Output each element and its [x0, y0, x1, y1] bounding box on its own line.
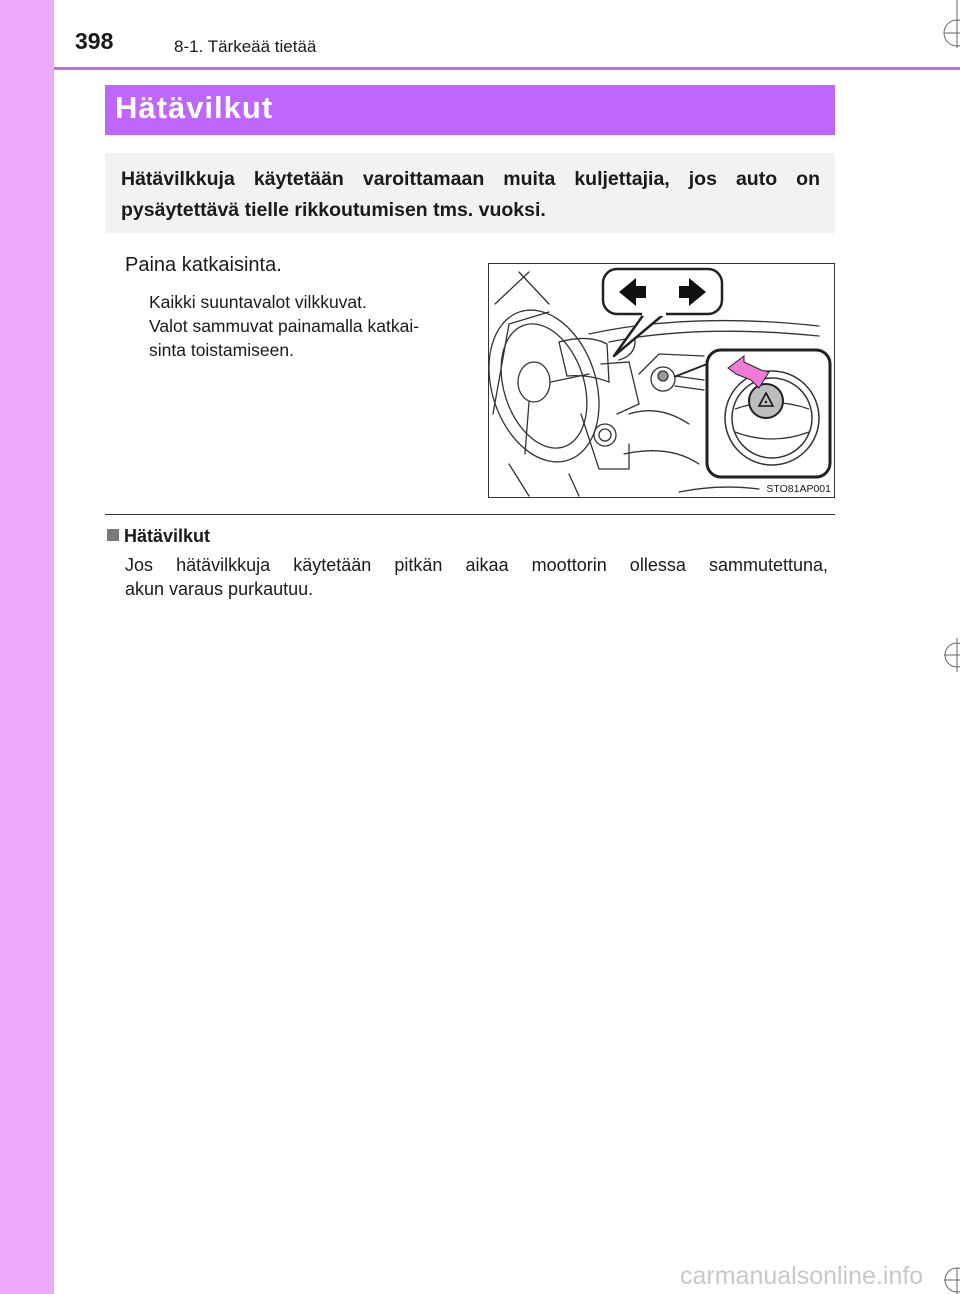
hazard-switch-illustration: [488, 263, 835, 498]
step-note-line: Valot sammuvat painamalla katkai-: [149, 316, 420, 336]
header-rule: [54, 67, 960, 70]
crop-mark-top-right: [940, 0, 960, 50]
intro-text: Hätävilkkuja käytetään varoittamaan muita kuljettajia, jos auto on pysäytettävä tielle rikkoutumisen tms. vuoksi.: [121, 168, 820, 221]
side-band: [0, 0, 54, 1294]
square-bullet-icon: [107, 529, 119, 541]
intro-box: [105, 153, 835, 233]
crop-mark-bottom-right: [940, 1260, 960, 1294]
section-title: Hätävilkut: [105, 85, 835, 135]
chapter-title: 8-1. Tärkeää tietää: [174, 37, 317, 56]
note-body-line: Jos hätävilkkuja käytetään pitkän aikaa moottorin ollessa sammutettuna,: [125, 555, 828, 575]
note-body: [125, 553, 828, 601]
note-heading: [107, 526, 210, 547]
page-number: 398: [75, 28, 114, 54]
step-instruction: Paina katkaisinta.: [125, 254, 282, 276]
figure-code: STO81AP001: [766, 483, 831, 495]
step-note-line: Kaikki suuntavalot vilkkuvat.: [149, 292, 367, 312]
watermark: carmanualsonline.info: [680, 1262, 924, 1290]
section-divider: [105, 514, 835, 515]
step-note: [149, 290, 474, 362]
crop-mark-middle-right: [940, 638, 960, 672]
note-body-line: akun varaus purkautuu.: [125, 579, 314, 599]
note-heading-text: Hätävilkut: [124, 526, 211, 546]
step-note-line: sinta toistamiseen.: [149, 340, 294, 360]
